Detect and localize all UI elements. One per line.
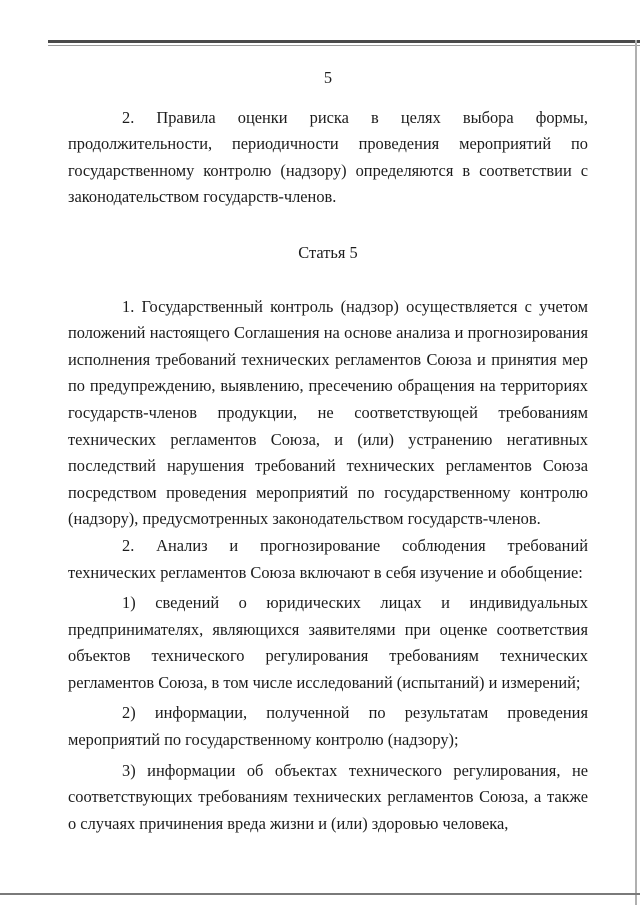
paragraph-risk-assessment: 2. Правила оценки риска в целях выбора формы, продолжительности, периодичности проведения мероприятий по государственному контролю (надзору) определяются в соответствии с законодательством государств-членов. [68,107,588,207]
scan-edge-top-secondary [48,45,640,46]
scan-edge-bottom [0,893,640,895]
page-number: 5 [323,68,333,87]
list-item-2: 2) информации, полученной по результатам проведения мероприятий по государственному контролю (надзору); [68,703,588,750]
scan-edge-top [48,40,640,43]
document-page [68,60,588,837]
article-heading: Статья 5 [298,242,358,262]
list-item-3: 3) информации об объектах технического регулирования, не соответствующих требованиям технических регламентов Союза, а также о случаях причинения вреда жизни и (или) здоровью человека, [68,760,588,833]
scan-edge-right [635,40,637,905]
list-item-1: 1) сведений о юридических лицах и индивидуальных предпринимателях, являющихся заявителями при оценке соответствия объектов технического регулирования требованиям технических регламентов Союза, в том числе исследований (испытаний) и измерений; [68,593,588,692]
paragraph-state-control: 1. Государственный контроль (надзор) осуществляется с учетом положений настоящего Соглашения на основе анализа и прогнозирования исполнения требований технических регламентов Союза и принятия мер по предупреждению, выявлению, пресечению обращения на территориях государств-членов продукции, не соответствующей требованиям технических регламентов Союза, и (или) устранению негативных последствий нарушения требований технических регламентов Союза посредством проведения мероприятий по государственному контролю (надзору), предусмотренных законодательством государств-членов. [68,296,588,529]
paragraph-analysis: 2. Анализ и прогнозирование соблюдения требований технических регламентов Союза включают в себя изучение и обобщение: [68,535,588,582]
